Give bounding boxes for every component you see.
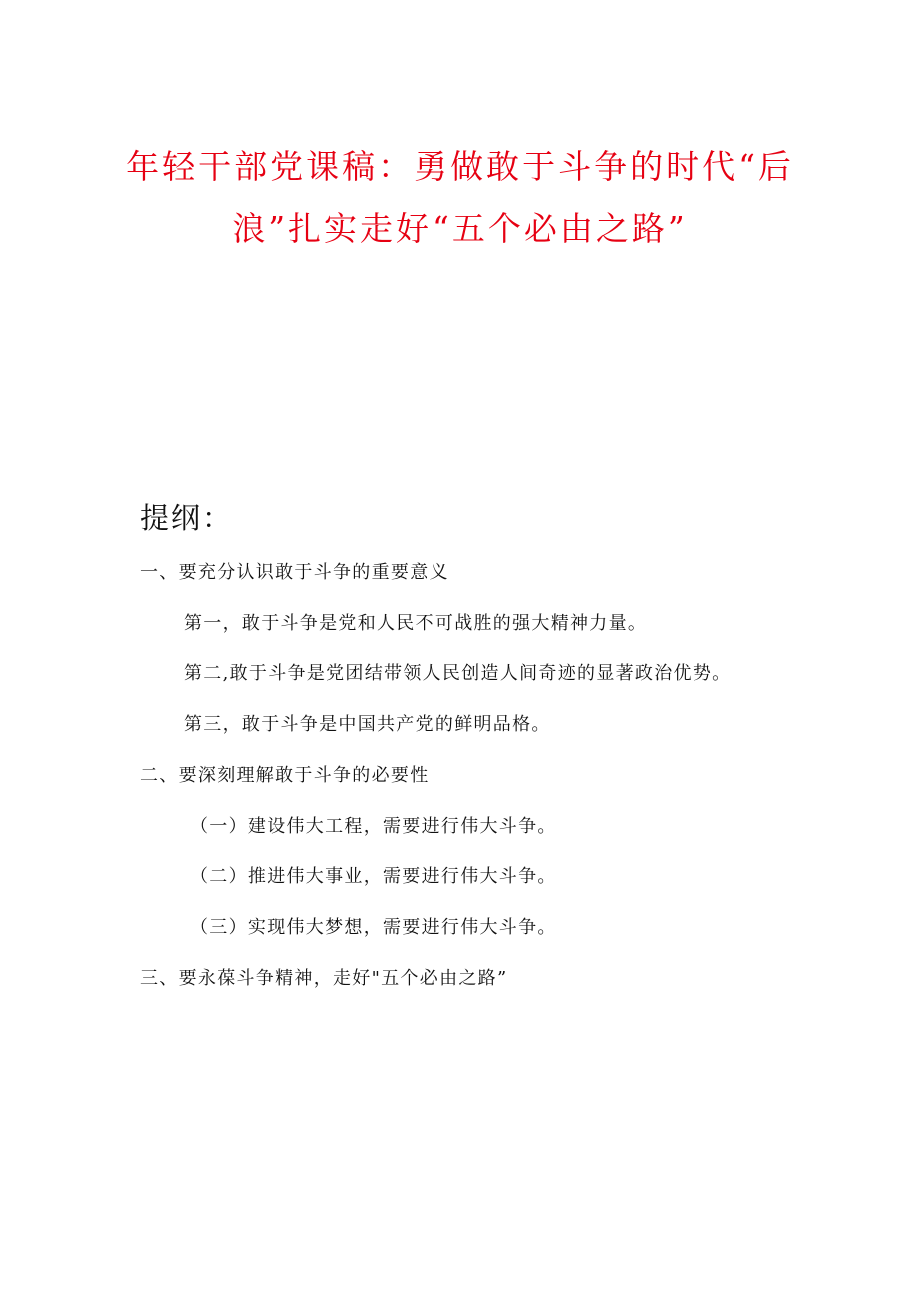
section-1-heading: 一、要充分认识敢于斗争的重要意义 [140,562,449,583]
title-line-2: 浪”扎实走好“五个必由之路” [232,209,688,248]
section-2-item-2: （二）推进伟大事业，需要进行伟大斗争。 [190,866,557,887]
section-1-item-3: 第三，敢于斗争是中国共产党的鲜明品格。 [184,714,551,735]
section-1-item-2: 第二,敢于斗争是党团结带领人民创造人间奇迹的显著政治优势。 [184,663,732,684]
title-line-1: 年轻干部党课稿：勇做敢于斗争的时代“后 [126,147,794,186]
section-3-heading: 三、要永葆斗争精神，走好"五个必由之路” [140,968,508,989]
outline-heading: 提纲： [140,501,234,535]
section-1-item-1: 第一，敢于斗争是党和人民不可战胜的强大精神力量。 [184,613,648,634]
section-2-item-1: （一）建设伟大工程，需要进行伟大斗争。 [190,816,557,837]
section-2-heading: 二、要深刻理解敢于斗争的必要性 [140,765,430,786]
document-title [0,136,920,260]
section-2-item-3: （三）实现伟大梦想，需要进行伟大斗争。 [190,917,557,938]
